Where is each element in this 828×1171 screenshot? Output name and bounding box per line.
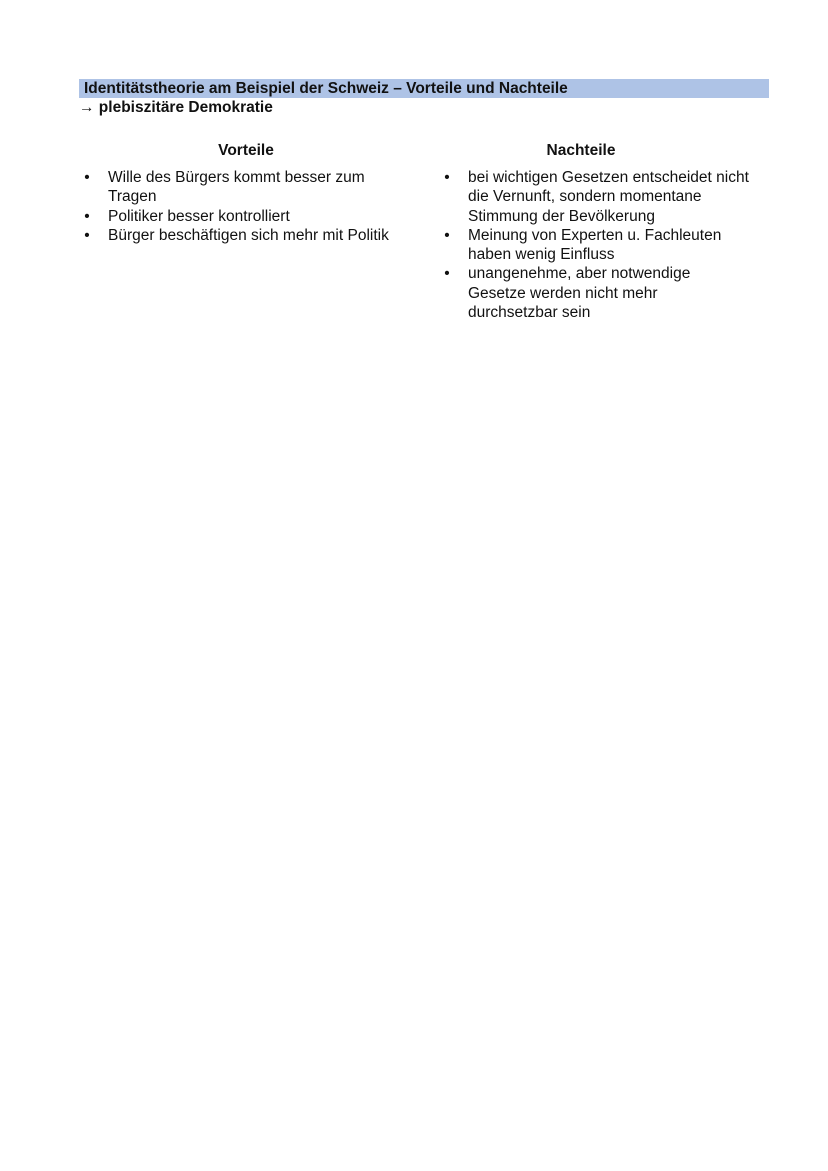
list-item (79, 226, 408, 245)
nachteile-heading: Nachteile (546, 142, 616, 159)
nachteile-list (439, 168, 759, 322)
list-item-text: Bürger beschäftigen sich mehr mit Politik (108, 226, 389, 244)
bullet-icon: • (84, 226, 90, 244)
vorteile-column (79, 141, 419, 245)
list-item-text: unangenehme, aber notwendige Gesetze werden nicht mehr durchsetzbar sein (468, 265, 691, 322)
list-item-text: Wille des Bürgers kommt besser zum Tragen (108, 169, 365, 206)
bullet-icon: • (444, 226, 450, 244)
list-item-text: bei wichtigen Gesetzen entscheidet nicht die Vernunft, sondern momentane Stimmung der Bevölkerung (468, 169, 749, 225)
list-item (79, 168, 408, 207)
list-item-text: Politiker besser kontrolliert (108, 207, 290, 225)
vorteile-heading: Vorteile (218, 142, 274, 159)
bullet-icon: • (444, 169, 450, 186)
document-title: Identitätstheorie am Beispiel der Schweiz – Vorteile und Nachteile (84, 80, 568, 97)
list-item (79, 207, 408, 226)
bullet-icon: • (444, 265, 450, 283)
nachteile-column (439, 141, 759, 322)
document-subtitle: → plebiszitäre Demokratie (79, 99, 273, 116)
list-item-text: Meinung von Experten u. Fachleuten haben wenig Einfluss (468, 226, 722, 264)
vorteile-list (79, 168, 419, 245)
list-item (439, 264, 750, 322)
bullet-icon: • (84, 169, 90, 186)
list-item (439, 168, 750, 226)
list-item (439, 226, 750, 265)
bullet-icon: • (84, 207, 90, 225)
